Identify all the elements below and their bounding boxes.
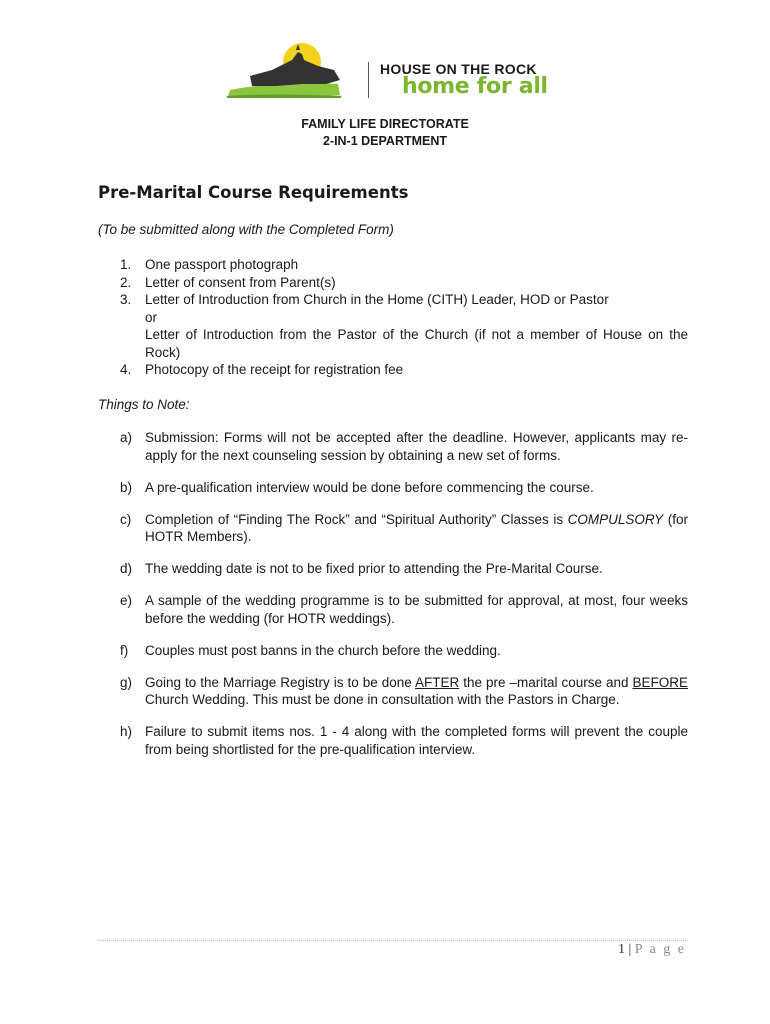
list-text: One passport photograph (145, 257, 299, 272)
note-item (120, 674, 688, 709)
list-text-alt: Letter of Introduction from the Pastor of the Church (if not a member of House on the Rock) (145, 327, 688, 360)
note-letter: d) (120, 561, 133, 576)
list-item (120, 256, 688, 274)
note-letter: f) (120, 642, 129, 658)
page-label: P a g e (634, 942, 686, 957)
note-item (120, 429, 688, 464)
page-footer (618, 942, 686, 958)
list-number: 1. (120, 257, 132, 272)
note-letter: e) (120, 593, 133, 608)
page-subtitle: (To be submitted along with the Completed Form) (98, 222, 394, 237)
note-text: Failure to submit items nos. 1 - 4 along with the completed forms will prevent the couple from being shortlisted for the pre-qualification interview. (145, 724, 688, 757)
logo (222, 40, 572, 102)
department-line-1: FAMILY LIFE DIRECTORATE (301, 117, 469, 131)
note-letter: h) (120, 724, 133, 739)
list-number: 3. (120, 292, 132, 307)
list-text: Letter of Introduction from Church in the Home (CITH) Leader, HOD or Pastor (145, 292, 609, 307)
note-underline-before: BEFORE (632, 674, 688, 690)
note-item (120, 642, 688, 660)
list-number: 4. (120, 362, 132, 377)
note-letter: c) (120, 511, 132, 527)
things-to-note-heading: Things to Note: (98, 397, 190, 412)
note-letter: g) (120, 674, 133, 690)
list-item (120, 291, 688, 361)
note-item (120, 723, 688, 758)
house-on-the-rock-logo-icon (222, 40, 362, 102)
logo-divider (368, 62, 369, 98)
note-text-mid: the pre –marital course and (459, 674, 633, 690)
note-text: The wedding date is not to be fixed prior to attending the Pre-Marital Course. (145, 561, 603, 576)
department-header (0, 116, 770, 150)
list-text: Letter of consent from Parent(s) (145, 274, 336, 290)
note-text: Couples must post banns in the church before the wedding. (145, 642, 501, 658)
list-or: or (145, 309, 158, 325)
note-text: A sample of the wedding programme is to be submitted for approval, at most, four weeks before the wedding (for HOTR weddings). (145, 593, 688, 626)
note-text: Completion of “Finding The Rock” and “Spiritual Authority” Classes is (145, 511, 568, 527)
logo-name: HOUSE ON THE ROCK (380, 61, 537, 77)
note-text: Going to the Marriage Registry is to be done (145, 674, 415, 690)
note-letter: b) (120, 479, 133, 495)
note-item (120, 511, 688, 546)
notes-list (120, 429, 688, 773)
page-title: Pre-Marital Course Requirements (98, 183, 409, 202)
list-item (120, 274, 688, 292)
list-item (120, 361, 688, 379)
footer-divider (98, 940, 688, 941)
note-text: Submission: Forms will not be accepted after the deadline. However, applicants may re-apply for the next counseling session by obtaining a new set of forms. (145, 430, 688, 463)
list-text: Photocopy of the receipt for registration fee (145, 362, 404, 377)
note-item (120, 479, 688, 497)
requirements-list (120, 256, 688, 379)
note-underline-after: AFTER (414, 674, 460, 690)
logo-tagline: home for all (402, 74, 548, 99)
note-text-end: (for HOTR Members). (145, 511, 688, 544)
note-item (120, 560, 688, 578)
note-item (120, 592, 688, 627)
department-line-2: 2-IN-1 DEPARTMENT (322, 134, 448, 148)
page-separator: | (624, 942, 635, 957)
note-text: A pre-qualification interview would be done before commencing the course. (145, 479, 594, 495)
note-letter: a) (120, 430, 133, 445)
page-number: 1 (617, 942, 625, 957)
note-emphasis: COMPULSORY (567, 511, 664, 527)
list-number: 2. (120, 274, 132, 290)
note-text-end: Church Wedding. This must be done in consultation with the Pastors in Charge. (145, 692, 620, 707)
